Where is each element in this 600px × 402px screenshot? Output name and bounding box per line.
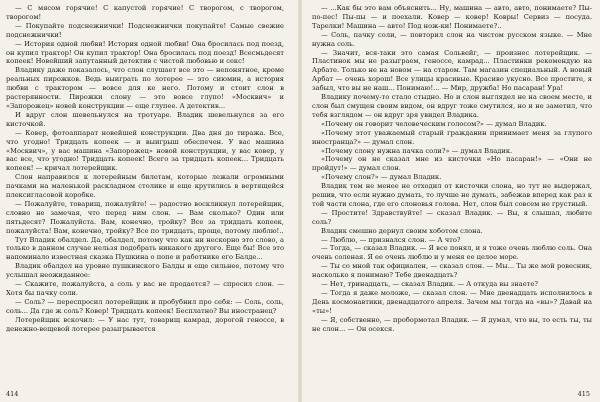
left-page-number: 414: [6, 390, 19, 398]
paragraph: — Значит, вся-таки это самая Сольвейг, — произнес лотерейщик. — Пластинок мы не разыграем, геноссе, камрад... Пластинки рекомендую на Арбате. Только не на новом — на старом. Там магазин специальный. А новый Арбат — очень хорош! Все улицы красивые. Красиво укусно. Все простите, я забыл, что вы не наш... Понимаю!... — Мир, дружба! Но пасаран! Ура!: [312, 48, 592, 93]
paragraph: «Почему он не сказал мне из кисточки «Но пасаран!» — «Они не пройдут!» — думал слон.: [312, 155, 592, 173]
paragraph: Владик смешно дернул своим хоботом слона.: [321, 226, 483, 235]
paragraph: Владику почему-то стало стыдно. Но и слон выглядел не на своем месте, и слон был смущен своим видом, он вдруг тоже смутился, но и не заметил, что тебя взглядом — он вдруг зря увидел Владика.: [312, 93, 592, 119]
paragraph: — ...Как бы это вам объяснить... Ну, машина — авто, авто, понимаете? Пы-по-пес! Пы-пы — и поехали. Ковер — ковер! Ковры! Сервиз — посуда. Тарелки! Машина — авто! Под нож-ки! Понимаете?..: [312, 4, 592, 30]
paragraph: — Соль, пачку соли, — повторил слон на чистом русском языке. — Мне нужна соль.: [312, 30, 592, 48]
paragraph: Владику даже показалось, что слон слушает все это — непонятное, кроме реальных пирожков. Ведь выиграть по лотерее — это сиюмин, а история любви с трактором — вовсе для ке него. Потому и стоит слон в растерянности. Пирожки слону — это вовсе глупо! «Москвич» и «Запорожец» новей конструкции — еще глупее. А детектив...: [6, 66, 284, 110]
paragraph: — Люблю, — признался слон. — А что?: [321, 235, 461, 244]
right-page-number: 415: [577, 390, 590, 398]
paragraph: — История одной любви! История одной любви! Она бросилась под поезд, он купил трактор! Он купил трактор! Она бросилась под поезд! Всесмьдесят копеек! Новейший запутанный детектив с чистой любовью и секс!: [6, 39, 284, 66]
paragraph: — Ты со мной так официален, — сказал слон. — Мы... Ты же мой ровесник, насколько я понимаю? Тебе двенадцать?: [312, 262, 592, 280]
paragraph: — Тогда, — сказал Владик. — Я все понял, и я тоже очень люблю соль. Она очень соленая. Я ее очень люблю и у меня ее целое море.: [312, 244, 592, 262]
left-page: [6, 4, 290, 398]
paragraph: «Почему он говорит человеческим голосом?» — думал Владик.: [321, 119, 547, 128]
paragraph: — Скажите, пожалуйста, а соль у вас не продается? — спросил слон. — Хотя бы пачку соли.: [6, 280, 284, 297]
paragraph: — Соль? — переспросил лотерейщик и пробубнил про себя: — Соль, соль, соль... Да где ж соль? Ковер! Тридцать копеек! Бесплатно? Вы иностранец?: [6, 297, 284, 315]
right-page-body: [312, 4, 592, 334]
paragraph: — Я, собственно, — пробормотал Владик. — Я думал, что вы, то есть ты, ты не слон... — Он осекся.: [312, 315, 592, 333]
paragraph: — Тогда я даже моложе, — сказал слон. — Мне двенадцать исполнилось в День космонавтики, двенадцатого апреля. Зачем мы тогда на «вы»? Давай на «ты»!: [312, 289, 592, 315]
paragraph: «Почему слон?» — думал Владик.: [321, 173, 442, 182]
paragraph: Лотерейщик вскочил: — У нас тут, товарищ камрад, дорогой геноссе, в денежно-вещевой лотерее разыгрывается: [6, 315, 284, 333]
paragraph: «Почему этот уважаемый старый гражданин принимает меня за глупого иностранца?» — думал слон.: [312, 128, 592, 146]
left-page-body: [6, 4, 284, 334]
paragraph: Слон направился к лотерейным билетам, которые лежали огромными пачками на маленькой раскладном столике и еще крутились в вертящейся плексигласовой коробке.: [6, 173, 284, 200]
paragraph: — С мясом горячие! С капустой горячие! С творогом, с творогом, творогом!: [6, 4, 284, 21]
paragraph: — Ковер, фотоаппарат новейшей конструкции. Два дня до тиража. Все, что угодно! Тридцать копеек — и выигрыш обеспечен. У вас машина «Москвич», у вас машина «Запорожец» новой конструкции, у вас ковер, у вас все, что угодно! Тридцать копеек! Всего за тридцать копеек... Тридцать копеек! — кричал лотерейщик.: [6, 128, 284, 173]
paragraph: Владик тем не менее не отходил от кисточки слона, но тут не выдержал, решив, что если нужно думать, то лучше не думать, забежав вперед как раз к той части слона, где его слоновья голова. Нет, слон был совсем не грустный.: [312, 182, 592, 208]
paragraph: — Покупайте подснежнички! Подснежнички покупайте! Самые свежие подснежнички!: [6, 21, 284, 39]
paragraph: Тут Владик обалдел. Да, обалдел, потому что как ни нескорно это слово, а только в данном случае нельзя подобрать никакого другого. Еще бы! Все это напоминало известная сказка Пушкина о попе и работнике его Балде...: [6, 235, 284, 262]
paragraph: — Нет, тринадцать, — сказал Владик. — А откуда вы знаете?: [321, 280, 538, 289]
paragraph: И вдруг слон шевельнулся на тротуаре. Владик шевельнулся за его кисточкой.: [6, 110, 284, 128]
paragraph: Владик обалдел на уровне пушкинского Балды и еще сильнее, потому что услышал неожиданное:: [6, 262, 284, 280]
paragraph: — Простите! Здравствуйте! — сказал Владик. — Вы, я слышал, любите соль?: [312, 208, 592, 226]
book-gutter: [298, 0, 302, 402]
paragraph: «Почему слону нужна пачка соли?» — думал Владик.: [321, 146, 513, 155]
paragraph: — Пожалуйте, товарищ, пожалуйте! — радостно воскликнул лотерейщик, словно не замечая, что перед ним слон. — Вам сколько? Один или пятьдесят? Пожалуйста. Вам, конечно, тройку? Все за тридцать копеек, пожалуйста! Вам, конечно, тройку? Все по тридцать, проще, потому люблю!..: [6, 199, 284, 235]
right-page: [308, 4, 592, 398]
